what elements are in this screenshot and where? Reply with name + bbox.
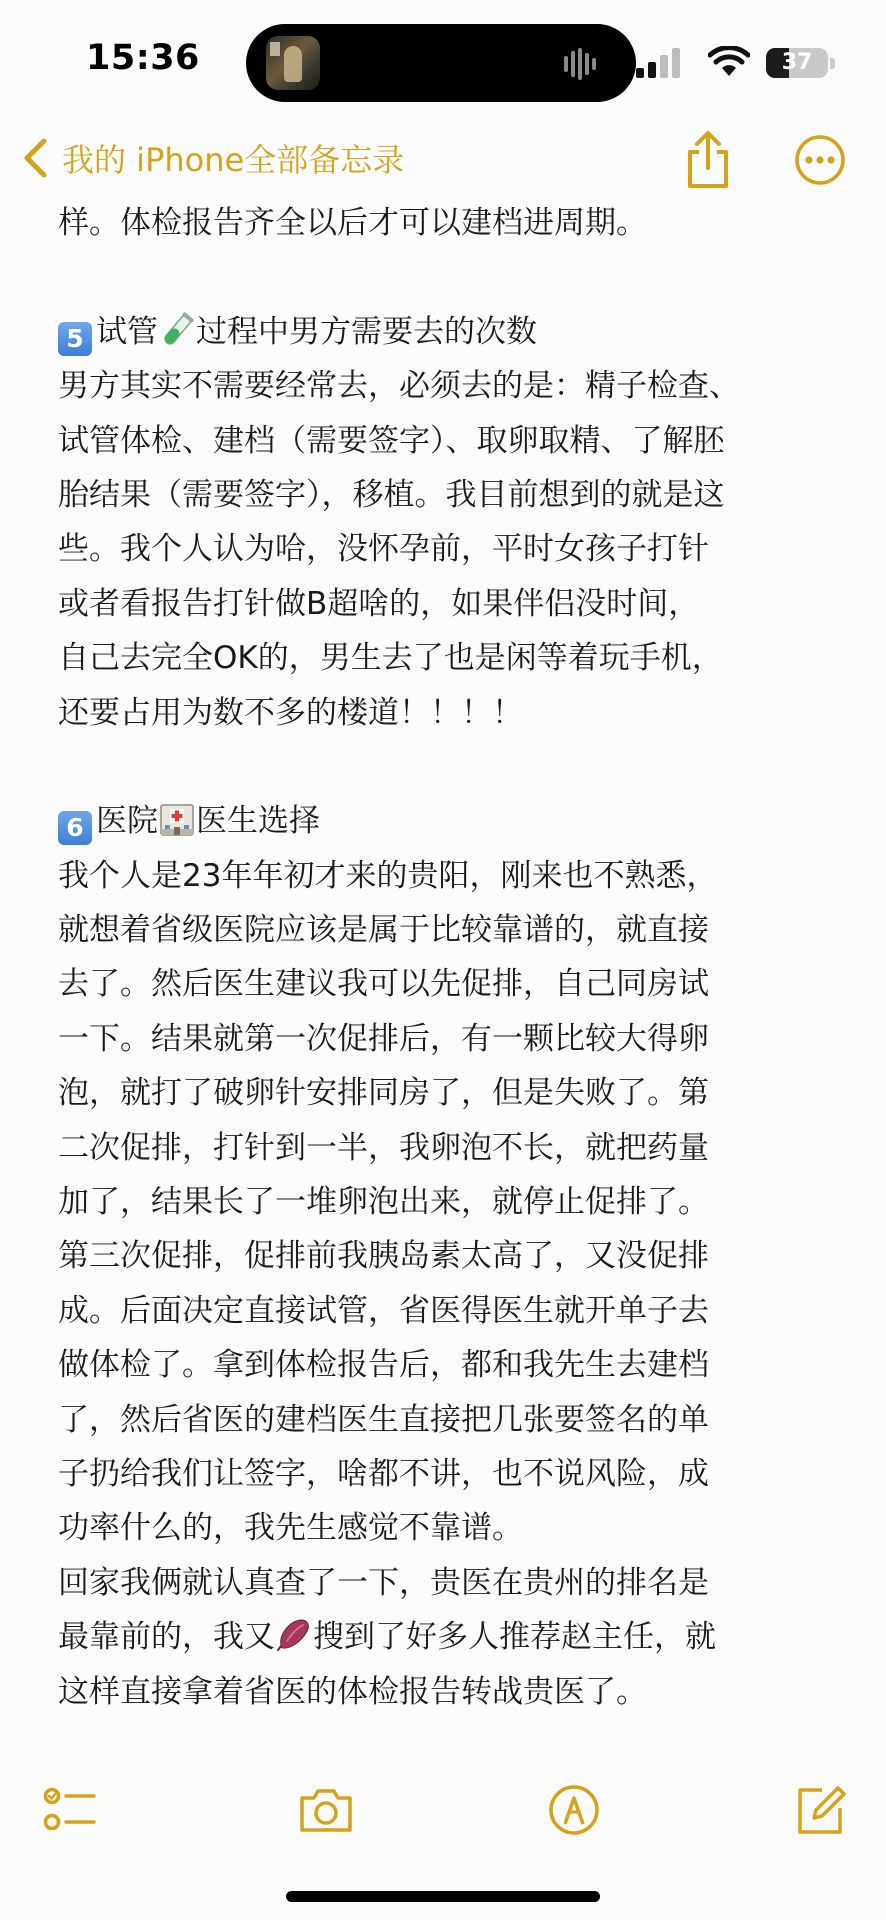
note-line: 一下。结果就第一次促排后，有一颗比较大得卵 (58, 1020, 709, 1057)
section-6-heading (58, 794, 858, 848)
note-line: 子扔给我们让签字，啥都不讲，也不说风险，成 (58, 1455, 709, 1492)
note-line: 泡，就打了破卵针安排同房了，但是失败了。第 (58, 1075, 709, 1112)
note-line: 试管体检、建档（需要签字）、取卵取精、了解胚 (58, 422, 725, 459)
note-line: 或者看报告打针做B超啥的，如果伴侣没时间， (58, 585, 700, 622)
note-line: 做体检了。拿到体检报告后，都和我先生去建档 (58, 1347, 709, 1384)
note-line: 二次促排，打针到一半，我卵泡不长，就把药量 (58, 1129, 709, 1166)
share-icon[interactable] (684, 130, 732, 190)
blank-line (58, 740, 858, 794)
note-line: 胎结果（需要签字），移植。我目前想到的就是这 (58, 476, 725, 513)
more-options-icon[interactable] (794, 134, 846, 186)
chevron-left-icon (22, 138, 48, 178)
battery-icon (766, 48, 828, 78)
note-text: 搜到了好多人推荐赵主任，就 (313, 1619, 716, 1656)
navigation-bar (0, 120, 886, 196)
audio-waveform-icon (562, 48, 602, 80)
note-line: 成。后面决定直接试管，省医得医生就开单子去 (58, 1292, 709, 1329)
sweet-potato-icon (275, 1615, 313, 1653)
note-text: 最靠前的，我又 (58, 1619, 275, 1656)
section-5-title-a: 试管 (96, 313, 158, 350)
note-line: 第三次促排，促排前我胰岛素太高了，又没促排 (58, 1238, 709, 1275)
dynamic-island[interactable] (246, 24, 636, 102)
home-indicator[interactable] (286, 1891, 600, 1902)
markup-pen-icon[interactable] (544, 1780, 604, 1840)
note-line (58, 1610, 858, 1664)
test-tube-icon (158, 310, 196, 348)
battery-cap (830, 58, 835, 69)
section-6-body (58, 849, 858, 1610)
section-6-title-a: 医院 (96, 803, 158, 840)
note-line: 就想着省级医院应该是属于比较靠谱的，就直接 (58, 912, 709, 949)
back-button[interactable] (22, 130, 404, 186)
back-label: 我的 iPhone全部备忘录 (62, 141, 405, 179)
blank-line (58, 250, 858, 304)
status-indicators (636, 44, 846, 80)
note-line: 些。我个人认为哈，没怀孕前，平时女孩子打针 (58, 531, 709, 568)
section-6-title-b: 医生选择 (196, 803, 320, 840)
checklist-icon[interactable] (40, 1780, 100, 1840)
now-playing-artwork[interactable] (266, 36, 320, 90)
section-5-heading (58, 305, 858, 359)
note-line: 自己去完全OK的，男生去了也是闲等着玩手机， (58, 640, 723, 677)
compose-icon[interactable] (790, 1780, 850, 1840)
section-5-title-b: 过程中男方需要去的次数 (196, 313, 537, 350)
note-line: 男方其实不需要经常去，必须去的是：精子检查、 (58, 368, 740, 405)
hospital-icon (158, 799, 196, 837)
bottom-toolbar (0, 1770, 886, 1850)
keycap-5-badge: 5 (58, 322, 92, 356)
note-line: 去了。然后医生建议我可以先促排，自己同房试 (58, 966, 709, 1003)
status-bar (0, 0, 886, 120)
note-line: 我个人是23年年初才来的贵阳，刚来也不熟悉， (58, 857, 718, 894)
note-line: 还要占用为数不多的楼道！！！！ (58, 694, 523, 731)
note-line: 这样直接拿着省医的体检报告转战贵医了。 (58, 1673, 647, 1710)
camera-icon[interactable] (296, 1780, 356, 1840)
section-5-body (58, 359, 858, 740)
note-content[interactable] (58, 196, 858, 1719)
wifi-icon (708, 46, 750, 78)
note-line: 样。体检报告齐全以后才可以建档进周期。 (58, 205, 647, 241)
cellular-signal-icon (636, 48, 682, 78)
battery-percent: 37 (781, 50, 813, 75)
note-line: 加了，结果长了一堆卵泡出来，就停止促排了。 (58, 1184, 709, 1221)
status-time: 15:36 (86, 38, 200, 78)
note-line: 了，然后省医的建档医生直接把几张要签名的单 (58, 1401, 709, 1438)
keycap-6-badge: 6 (58, 811, 92, 845)
note-line: 回家我俩就认真查了一下，贵医在贵州的排名是 (58, 1564, 709, 1601)
note-line: 功率什么的，我先生感觉不靠谱。 (58, 1510, 523, 1547)
